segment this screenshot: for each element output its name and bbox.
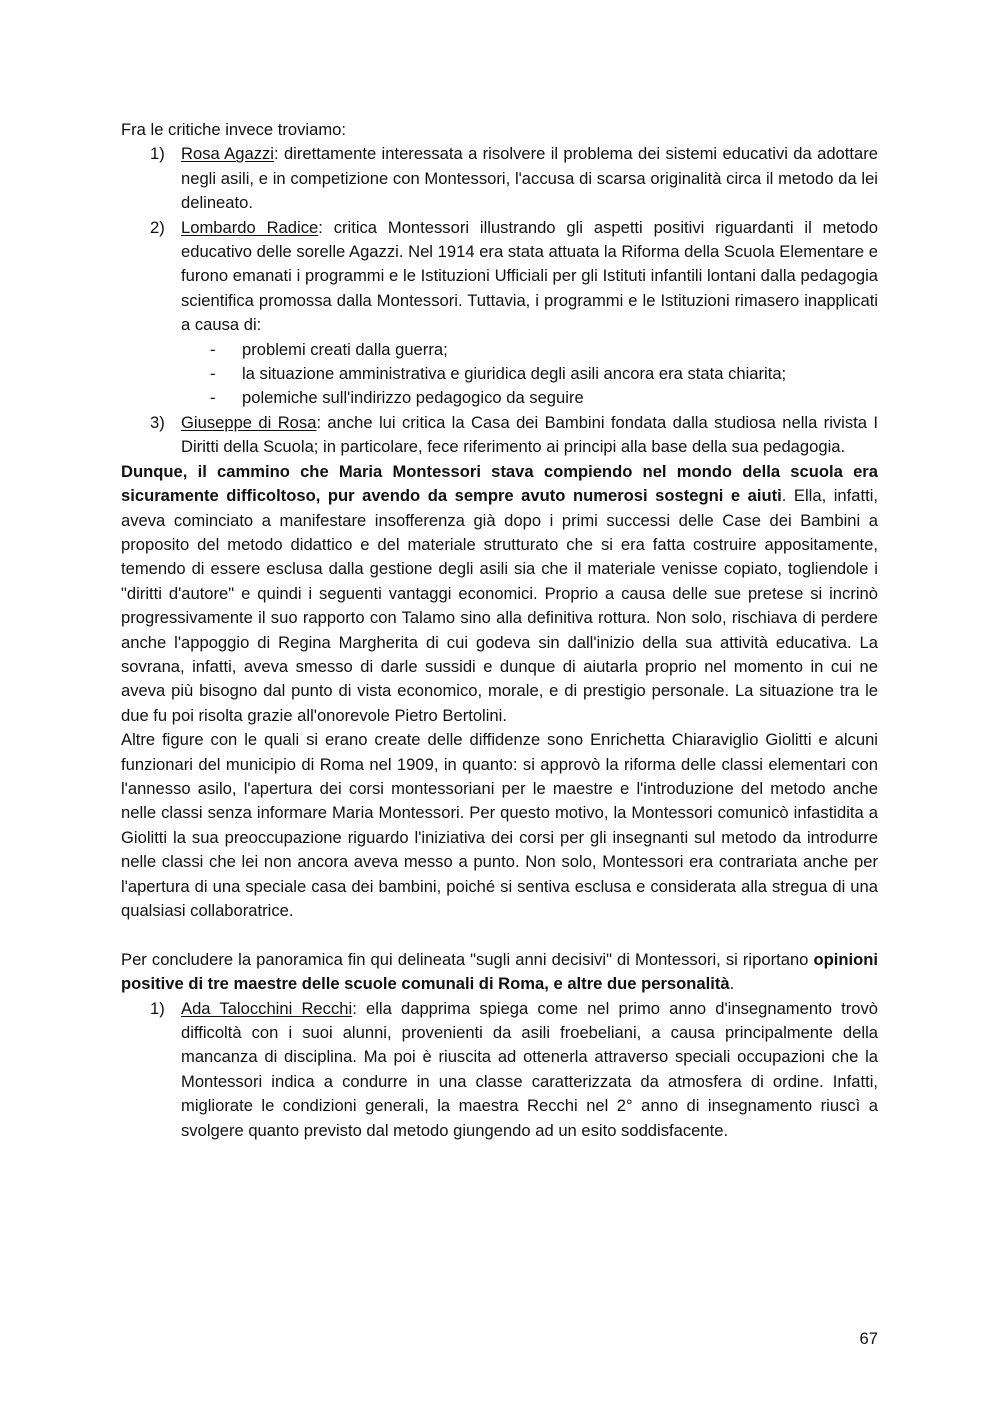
list-number: 3) — [150, 412, 165, 432]
bold-statement: Dunque, il cammino che Maria Montessori stava compiendo nel mondo della scuola era sicuramente difficoltoso, pur avendo da sempre avuto numerosi sostegni e aiuti — [121, 461, 878, 506]
critiche-intro: Fra le critiche invece troviamo: — [121, 120, 347, 139]
dash-bullet: - — [210, 364, 216, 384]
causes-list — [181, 338, 878, 411]
list-number: 1) — [150, 998, 165, 1018]
page-number: 67 — [859, 1329, 878, 1348]
list-item-text: : ella dapprima spiega come nel primo anno d'insegnamento trovò difficoltà con i suoi alunni, provenienti da asili froebeliani, a causa principalmente della mancanza di disciplina. Ma poi è riuscita ad ottenerla attraverso speciali occupazioni che la Montessori indica a condurre in una classe caratterizzata da atmosfera di ordine. Infatti, migliorate le condizioni generali, la maestra Recchi nel 2° anno di insegnamento riuscì a svolgere quanto previsto dal metodo giungendo ad un esito soddisfacente. — [181, 998, 878, 1140]
person-name: Giuseppe di Rosa — [181, 412, 317, 432]
list-item-text: problemi creati dalla guerra; — [242, 339, 448, 359]
paragraph-text: . Ella, infatti, aveva cominciato a manifestare insofferenza già dopo i primi successi delle Case dei Bambini a proposito del metodo didattico e del materiale strutturato che si era fatta costruire appositamente, temendo di essere esclusa dalla gestione degli asili sia che il materiale venisse copiato, togliendole i "diritti d'autore" e quindi i seguenti vantaggi economici. Proprio a causa delle sue pretese si incrinò progressivamente il suo rapporto con Talamo sino alla definitiva rottura. Non solo, rischiava di perdere anche l'appoggio di Regina Margherita di cui godeva sin dall'inizio della sua attività educativa. La sovrana, infatti, aveva smesso di darle sussidi e dunque di aiutarla proprio nel momento in cui ne aveva più bisogno dal punto di vista economico, morale, e di prestigio personale. La situazione tra le due fu poi risolta grazie all'onorevole Pietro Bertolini. — [121, 486, 878, 725]
list-item-text: : direttamente interessata a risolvere il problema dei sistemi educativi da adottare negli asili, e in competizione con Montessori, l'accusa di scarsa originalità circa il metodo da lei delineato. — [181, 144, 878, 213]
dash-bullet: - — [210, 339, 216, 359]
list-item — [181, 362, 878, 386]
list-number: 1) — [150, 144, 165, 164]
list-item — [121, 997, 878, 1143]
altre-figure-paragraph: Altre figure con le quali si erano create delle diffidenze sono Enrichetta Chiaraviglio Giolitti e alcuni funzionari del municipio di Roma nel 1909, in quanto: si approvò la riforma delle classi elementari con l'annesso asilo, l'apertura dei corsi montessoriani per le maestre e l'introduzione del metodo anche nelle classi senza informare Maria Montessori. Per questo motivo, la Montessori comunicò infastidita a Giolitti la sua preoccupazione riguardo l'iniziativa dei corsi per gli insegnanti sul metodo da introdurre nelle classi che lei non ancora aveva messo a punto. Non solo, Montessori era contrariata anche per l'apertura di una speciale casa dei bambini, poiché si sentiva esclusa e considerata alla stregua di una qualsiasi collaboratrice. — [121, 730, 878, 920]
list-item — [121, 142, 878, 215]
concludere-paragraph — [121, 948, 878, 997]
paragraph-gap — [121, 923, 878, 947]
person-name: Rosa Agazzi — [181, 144, 274, 164]
list-item-text: polemiche sull'indirizzo pedagogico da seguire — [242, 388, 584, 408]
critiche-list — [121, 142, 878, 459]
list-item — [121, 216, 878, 411]
list-item-text: : anche lui critica la Casa dei Bambini fondata dalla studiosa nella rivista I Diritti della Scuola; in particolare, fece riferimento ai principi alla base della sua pedagogia. — [181, 412, 878, 457]
list-item-text: : critica Montessori illustrando gli aspetti positivi riguardanti il metodo educativo delle sorelle Agazzi. Nel 1914 era stata attuata la Riforma della Scuola Elementare e furono emanati i programmi e le Istituzioni Ufficiali per gli Istituti infantili lontani dalla pedagogia scientifica promossa dalla Montessori. Tuttavia, i programmi e le Istituzioni rimasero inapplicati a causa di: — [181, 217, 878, 335]
person-name: Lombardo Radice — [181, 217, 319, 237]
dunque-paragraph — [121, 460, 878, 728]
paragraph-text: Per concludere la panoramica fin qui delineata "sugli anni decisivi" di Montessori, si riportano — [121, 949, 814, 969]
bold-statement: opinioni positive di tre maestre delle scuole comunali di Roma, e altre due personalità — [121, 949, 878, 994]
dash-bullet: - — [210, 388, 216, 408]
opinioni-list — [121, 997, 878, 1143]
list-item — [181, 338, 878, 362]
list-item — [121, 411, 878, 460]
list-item-text: la situazione amministrativa e giuridica degli asili ancora era stata chiarita; — [242, 364, 787, 384]
paragraph-text: . — [729, 974, 735, 994]
person-name: Ada Talocchini Recchi — [181, 998, 353, 1018]
list-number: 2) — [150, 217, 165, 237]
page-body — [121, 118, 878, 1143]
list-item — [181, 386, 878, 410]
